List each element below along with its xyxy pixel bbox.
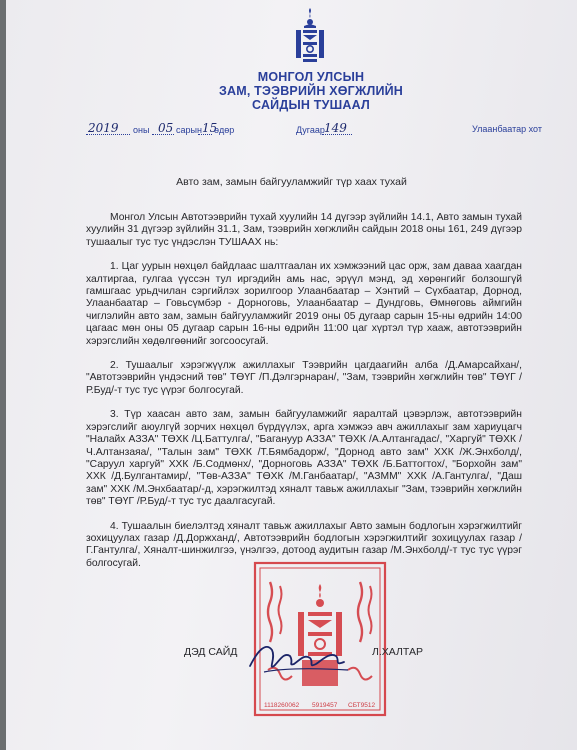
date-year: 2019 [88,121,119,135]
date-year-suffix: оны [133,125,150,135]
signatory-name: Л.ХАЛТАР [372,646,424,658]
date-day: 15 [202,121,218,135]
order-body [86,212,522,582]
header-line-2: ЗАМ, ТЭЭВРИЙН ХӨГЖЛИЙН [218,84,404,98]
signatory-title: ДЭД САЙД [184,646,238,658]
header-line-3: САЙДЫН ТУШААЛ [252,98,370,112]
ministry-header [186,70,436,112]
clause-2-paragraph: 2. Тушаалыг хэрэгжүүлж ажиллахыг Тээврийн цагдаагийн алба /Д.Амарсайхан/, "Автотээврийн үндэсний төв" ТӨҮГ /П.Дэлгэрнаран/, "Зам, тээврийн хөгжлийн төв" ТӨҮГ /Р.Буд/-т тус тус үүрэг болгосугай. [86,360,522,396]
date-day-suffix: өдөр [214,125,235,135]
date-month-suffix: сарын [176,125,202,135]
city-label: Улаанбаатар хот [472,124,542,134]
header-line-1: МОНГОЛ УЛСЫН [257,70,365,84]
order-subject: Авто зам, замын байгууламжийг түр хаах тухай [176,176,407,188]
preamble-paragraph: Монгол Улсын Автотээврийн тухай хуулийн 14 дүгээр зүйлийн 14.1, Авто замын тухай хуулийн 31 дүгээр зүйлийн 31.1, Зам, тээврийн хөгжлийн сайдын 2018 оны 161, 249 дүгээр тушаалыг тус тус үндэслэн ТУШААХ нь: [86,212,522,248]
stamp-code-1: 1118260062 [264,702,300,709]
date-month: 05 [158,121,174,135]
clause-3-paragraph: 3. Түр хаасан авто зам, замын байгууламжийг яаралтай цэвэрлэж, автотээврийн хэрэгслийг аюулгүй зорчих нөхцөл бүрдүүлэх, арга хэмжээ авч ажиллахыг зам хариуцагч "Налайх АЗЗА" ТӨХК /Ц.Баттулга/, "Багануур АЗЗА" ТӨХК /А.Алтангадас/, "Харгуй" ТӨХК /Ч.Алтанзаяа/, "Талын зам" ТӨХК /Т.Бямбадорж/, "Дорнод авто зам" ХХК /Ж.Энхболд/, "Саруул харгуй" ХХК /Б.Содмөнх/, "Дорноговь АЗЗА" ТӨХК /Б.Баттогтох/, "Борхойн зам" ХХК /Д.Булгантамир/, "Төв-АЗЗА" ТӨХК /М.Ганбаатар/, "АЗММ" ХХК /А.Гантулга/, "Даш зам" ХХК /М.Энхбаатар/-д, хэрэгжилтэд хяналт тавьж ажиллахыг "Зам, тээврийн хөгжлийн төв" ТӨҮГ /Р.Буд/-т тус тус даалгасугай. [86,409,522,508]
stamp-code-2: 5919457 [312,702,338,709]
clause-4-paragraph: 4. Тушаалын биелэлтэд хяналт тавьж ажиллахыг Авто замын бодлогын хэрэгжилтийг зохицуулах газар /Д.Доржханд/, Автотээврийн бодлогын хэрэгжилтийг зохицуулах газар /Г.Гантулга/, Хяналт-шинжилгээ, үнэлгээ, дотоод аудитын газар /М.Энхболд/-т тус тус үүрэг болгосугай. [86,520,522,569]
order-number: 149 [324,121,347,135]
number-label: Дугаар [296,125,325,135]
document-page [6,0,577,750]
state-emblem-icon [292,6,328,64]
stamp-code-3: СБТ9512 [348,702,376,709]
handwritten-signature [244,632,354,678]
clause-1-paragraph: 1. Цаг уурын нөхцөл байдлаас шалтгаалан их хэмжээний цас орж, зам даваа хаагдан халтиргаа, гулгаа үүссэн тул иргэдийн амь нас, эрүүл мэнд, эд хөрөнгийг болзошгүй гамшгаас урьдчилан сэргийлэх зорилгоор Улаанбаатар – Хэнтий – Сүхбаатар, Дорнод, Улаанбаатар – Говьсүмбэр - Дорноговь, Улаанбаатар – Дундговь, Өмнөговь аймгийн чиглэлийн авто зам, замын байгууламжийг 2019 оны 05 дугаар сарын 15-ны өдрийн 14:00 цагаас мөн оны 05 дугаар сарын 16-ны өдрийн 11:00 цаг хүртэл түр хааж, автотээврийн хэрэгслийн хөдөлгөөнийг зогсоосугай. [86,261,522,347]
